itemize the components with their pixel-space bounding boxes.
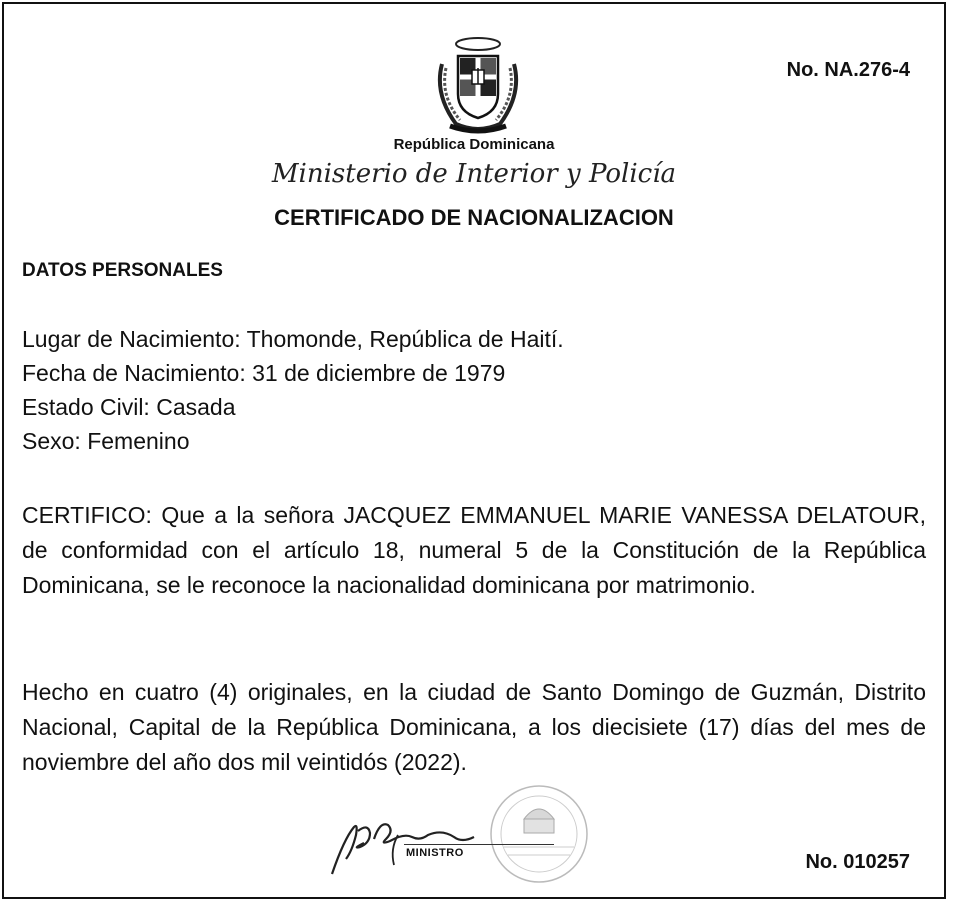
execution-paragraph: Hecho en cuatro (4) originales, en la ciudad de Santo Domingo de Guzmán, Distrito Nacional, Capital de la República Dominicana, a los diecisiete (17) días del mes de noviembre del año dos mil veintidós (2022). bbox=[22, 679, 926, 775]
dominican-coat-of-arms-icon bbox=[428, 34, 528, 136]
document-title: CERTIFICADO DE NACIONALIZACION bbox=[274, 205, 674, 230]
birthplace-field: Lugar de Nacimiento: Thomonde, República de Haití. bbox=[22, 326, 564, 352]
signature-line bbox=[404, 844, 554, 845]
civil-status-field: Estado Civil: Casada bbox=[22, 394, 236, 420]
country-name: República Dominicana bbox=[393, 136, 555, 153]
document-number: No. NA.276-4 bbox=[786, 59, 910, 81]
official-seal-icon bbox=[474, 779, 604, 889]
signer-title: MINISTRO bbox=[406, 847, 464, 859]
personal-data-fields bbox=[22, 322, 564, 458]
section-title-personal-data: DATOS PERSONALES bbox=[22, 260, 223, 281]
serial-number: No. 010257 bbox=[805, 851, 910, 873]
sex-field: Sexo: Femenino bbox=[22, 428, 190, 454]
certificate-page bbox=[2, 2, 946, 899]
certification-paragraph: CERTIFICO: Que a la señora JACQUEZ EMMANUEL MARIE VANESSA DELATOUR, de conformidad con el artículo 18, numeral 5 de la Constitución de la República Dominicana, se le reconoce la nacionalidad dominicana por matrimonio. bbox=[22, 502, 926, 598]
birthdate-field: Fecha de Nacimiento: 31 de diciembre de 1979 bbox=[22, 360, 506, 386]
ministry-name: Ministerio de Interior y Policía bbox=[271, 159, 677, 189]
